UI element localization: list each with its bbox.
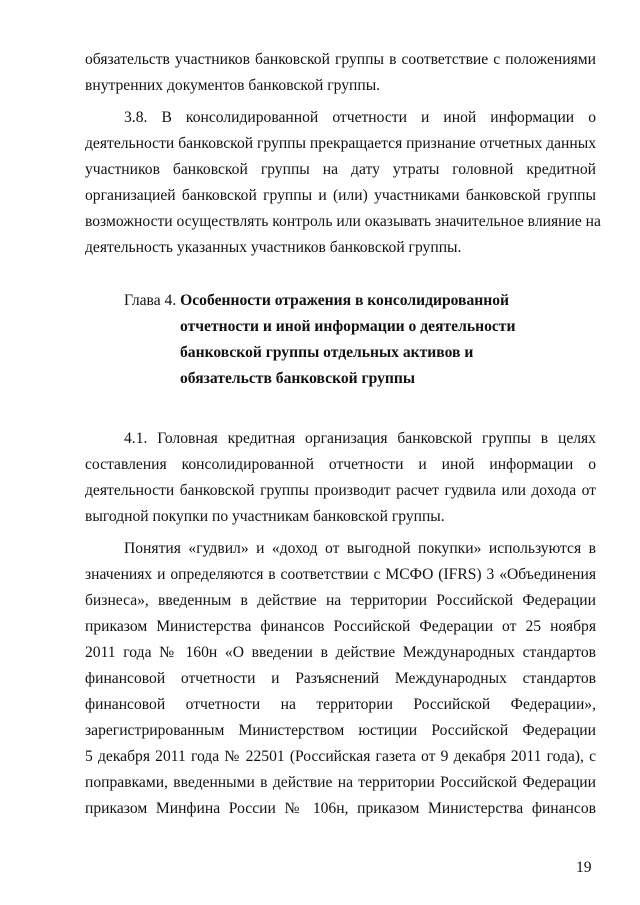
- text-line: деятельности банковской группы производит расчет гудвила или дохода от: [85, 482, 596, 499]
- text-line: 4.1. Головная кредитная организация банковской группы в целях: [124, 430, 596, 447]
- text-line: организацией банковской группы и (или) участниками банковской группы: [85, 187, 596, 204]
- chapter-heading-line: [124, 291, 509, 311]
- text-line: зарегистрированным Министерством юстиции Российской Федерации: [85, 722, 596, 739]
- text-line: 2011 года № 160н «О введении в действие Международных стандартов: [85, 644, 596, 661]
- chapter-title: обязательств банковской группы: [180, 370, 416, 387]
- chapter-title: Особенности отражения в консолидированной: [180, 292, 510, 309]
- page-number: 19: [576, 859, 592, 876]
- text-line: значениях и определяются в соответствии с МСФО (IFRS) 3 «Объединения: [85, 566, 596, 583]
- text-line: деятельность указанных участников банковской группы.: [85, 239, 462, 256]
- text-line: обязательств участников банковской группы в соответствие с положениями: [85, 51, 596, 68]
- text-line: составления консолидированной отчетности и иной информации о: [85, 456, 596, 473]
- text-line: 5 декабря 2011 года № 22501 (Российская газета от 9 декабря 2011 года), с: [85, 748, 596, 765]
- text-line: бизнеса», введенным в действие на территории Российской Федерации: [85, 592, 596, 609]
- text-line: поправками, введенными в действие на территории Российской Федерации: [85, 774, 596, 791]
- text-line: приказом Минфина России № 106н, приказом Министерства финансов: [85, 800, 596, 817]
- text-line: финансовой отчетности и Разъяснений Международных стандартов: [85, 670, 596, 687]
- text-line: финансовой отчетности на территории Российской Федерации»,: [85, 696, 596, 713]
- text-line: внутренних документов банковской группы.: [85, 77, 381, 94]
- text-line: 3.8. В консолидированной отчетности и иной информации о: [124, 109, 596, 126]
- text-line: выгодной покупки по участникам банковской группы.: [85, 508, 445, 525]
- chapter-title: банковской группы отдельных активов и: [180, 344, 474, 361]
- chapter-title: отчетности и иной информации о деятельности: [180, 318, 516, 335]
- chapter-label: Глава 4.: [124, 292, 177, 309]
- text-line: приказом Министерства финансов Российской Федерации от 25 ноября: [85, 618, 596, 635]
- text-line: возможности осуществлять контроль или оказывать значительное влияние на: [85, 213, 601, 230]
- text-line: участников банковской группы на дату утраты головной кредитной: [85, 161, 596, 178]
- text-line: деятельности банковской группы прекращается признание отчетных данных: [85, 135, 596, 152]
- text-line: Понятия «гудвил» и «доход от выгодной покупки» используются в: [124, 540, 596, 557]
